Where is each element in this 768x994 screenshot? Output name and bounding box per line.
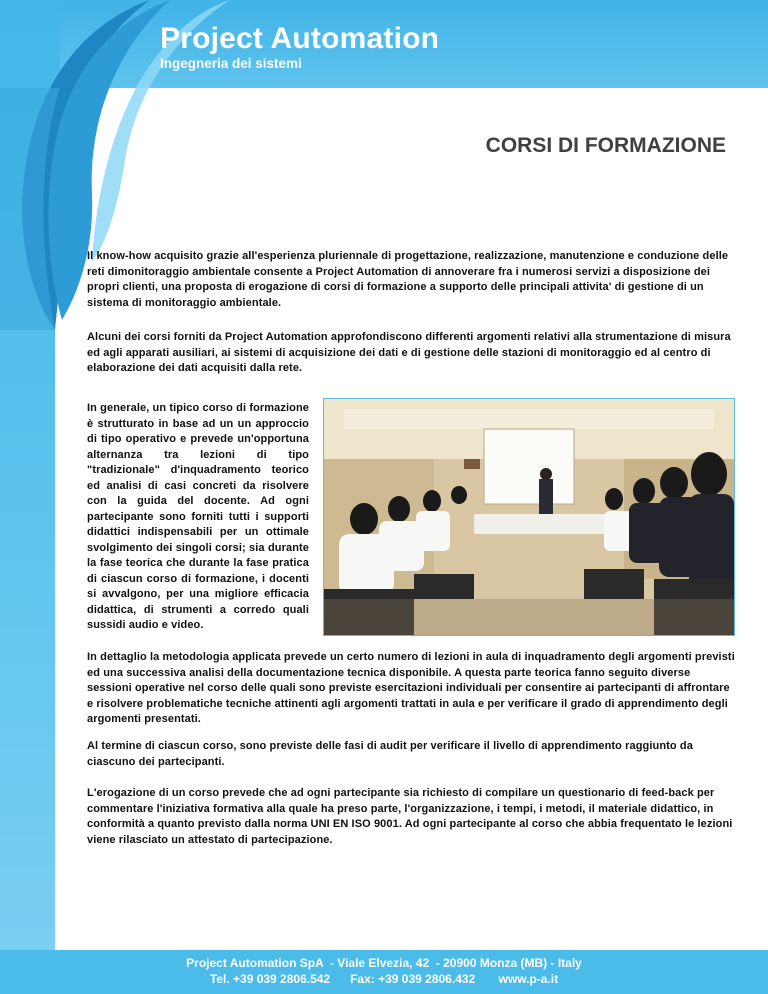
footer-address: Project Automation SpA - Viale Elvezia, 42 - 20900 Monza (MB) - Italy	[186, 956, 582, 970]
footer-contacts: Tel. +39 039 2806.542 Fax: +39 039 2806.432 www.p-a.it	[209, 972, 559, 986]
paragraph-feedback: L'erogazione di un corso prevede che ad ogni partecipante sia richiesto di compilare un questionario di feed-back per commentare l'iniziativa formativa alla quale ha preso parte, l'organizzazione, i tempi, i metodi, il materiale didattico, in conformità a quanto previsto dalla norma UNI EN ISO 9001. Ad ogni partecipante al corso che abbia frequentato le lezioni viene rilasciato un attestato di partecipazione.	[87, 787, 733, 846]
paragraph-methodology: In dettaglio la metodologia applicata prevede un certo numero di lezioni in aula di inquadramento degli argomenti previsti ed una successiva analisi della documentazione tecnica disponibile. A questa parte teorica fanno seguito diverse sessioni operative nel corso delle quali sono previste esercitazioni individuali per consentire ai partecipanti di affrontare e risolvere problematiche tecniche attinenti agli argomenti trattati in aula e per verificare il grado di apprendimento degli argomenti presentati.	[87, 651, 735, 725]
paragraph-structure: In generale, un tipico corso di formazione è strutturato in base ad un un approccio di tipo operativo e prevede un'opportuna alternanza tra lezioni di tipo "tradizionale" d'inquadramento teorico ed analisi di casi concreti da risolvere con la guida del docente. Ad ogni partecipante sono forniti tutti i supporti didattici indispensabili per un ottimale svolgimento dei singoli corsi; sia durante la fase teorica che durante la fase pratica di ciascun corso di formazione, i docenti si avvalgono, per una migliore efficacia didattica, di strumenti a corredo quali sussidi audio e video.	[87, 402, 309, 631]
paragraph-audit: Al termine di ciascun corso, sono previste delle fasi di audit per verificare il livello di apprendimento raggiunto da ciascuno dei partecipanti.	[87, 740, 693, 768]
brand-tagline: Ingegneria dei sistemi	[160, 56, 302, 71]
brand-name: Project Automation	[160, 22, 440, 55]
page-title: CORSI DI FORMAZIONE	[485, 134, 726, 157]
classroom-photo	[323, 398, 735, 636]
paragraph-courses: Alcuni dei corsi forniti da Project Automation approfondiscono differenti argomenti relativi alla strumentazione di misura ed agli apparati ausiliari, ai sistemi di acquisizione dei dati e di gestione delle stazioni di monitoraggio ed al centro di elaborazione dei dati acquisiti dalla rete.	[87, 331, 731, 374]
paragraph-intro: Il know-how acquisito grazie all'esperienza pluriennale di progettazione, realizzazione, manutenzione e conduzione delle reti dimonitoraggio ambientale consente a Project Automation di annoverare fra i numerosi servizi a disposizione dei propri clienti, una proposta di erogazione di corsi di formazione a supporto delle principali attivita' di gestione di un sistema di monitoraggio ambientale.	[87, 250, 729, 309]
footer	[0, 955, 768, 987]
brand-block	[160, 22, 439, 72]
